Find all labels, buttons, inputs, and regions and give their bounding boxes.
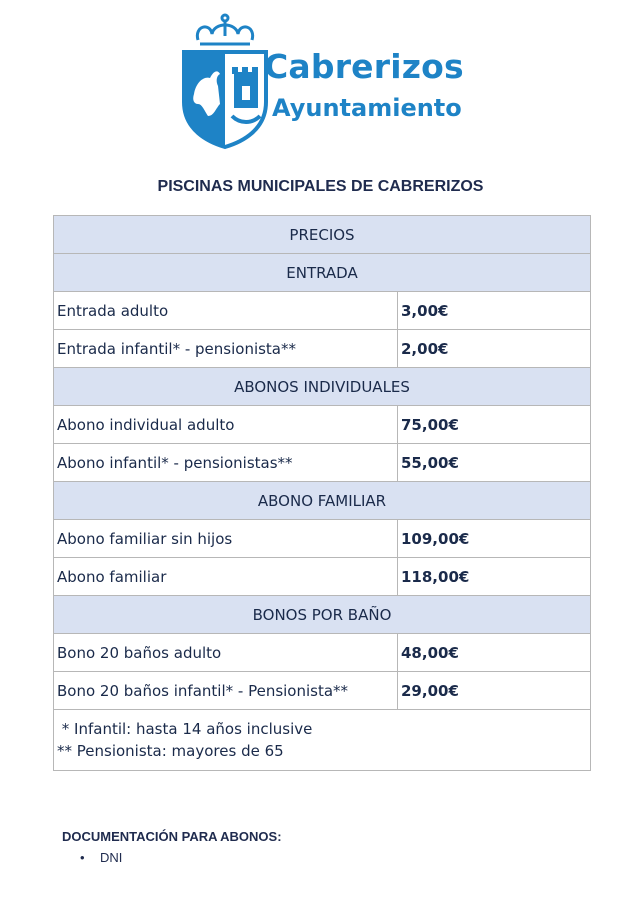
row-label: Abono familiar (54, 558, 398, 596)
section-heading-row (54, 482, 591, 520)
section-heading: BONOS POR BAÑO (54, 596, 591, 634)
row-price: 3,00€ (398, 292, 591, 330)
table-row (54, 520, 591, 558)
section-heading: ENTRADA (54, 254, 591, 292)
table-row (54, 444, 591, 482)
section-heading: ABONO FAMILIAR (54, 482, 591, 520)
table-row (54, 672, 591, 710)
table-row (54, 292, 591, 330)
note-pensionista: ** Pensionista: mayores de 65 (57, 742, 284, 760)
notes-cell (54, 710, 591, 771)
coat-of-arms-icon (180, 12, 270, 152)
row-price: 48,00€ (398, 634, 591, 672)
bullet-icon: • (80, 850, 85, 865)
row-label: Bono 20 baños infantil* - Pensionista** (54, 672, 398, 710)
row-label: Abono individual adulto (54, 406, 398, 444)
price-table (53, 215, 591, 771)
table-row (54, 406, 591, 444)
section-heading: ABONOS INDIVIDUALES (54, 368, 591, 406)
row-label: Abono familiar sin hijos (54, 520, 398, 558)
row-price: 118,00€ (398, 558, 591, 596)
documentation-list (80, 850, 122, 865)
list-item-text: DNI (100, 850, 123, 865)
row-price: 2,00€ (398, 330, 591, 368)
table-header: PRECIOS (54, 216, 591, 254)
logo-subtitle: Ayuntamiento (272, 94, 462, 122)
notes-row (54, 710, 591, 771)
row-price: 55,00€ (398, 444, 591, 482)
list-item (80, 850, 122, 865)
table-row (54, 558, 591, 596)
documentation-heading: DOCUMENTACIÓN PARA ABONOS: (62, 829, 282, 844)
section-heading-row (54, 596, 591, 634)
page-title: PISCINAS MUNICIPALES DE CABRERIZOS (157, 178, 484, 195)
row-label: Entrada adulto (54, 292, 398, 330)
section-heading-row (54, 368, 591, 406)
row-price: 75,00€ (398, 406, 591, 444)
section-heading-row (54, 254, 591, 292)
row-label: Bono 20 baños adulto (54, 634, 398, 672)
row-price: 29,00€ (398, 672, 591, 710)
logo-title: Cabrerizos (264, 47, 464, 86)
table-header-row (54, 216, 591, 254)
row-label: Entrada infantil* - pensionista** (54, 330, 398, 368)
table-row (54, 330, 591, 368)
row-price: 109,00€ (398, 520, 591, 558)
municipal-logo (180, 12, 470, 152)
row-label: Abono infantil* - pensionistas** (54, 444, 398, 482)
table-row (54, 634, 591, 672)
note-infantil: * Infantil: hasta 14 años inclusive (57, 720, 313, 738)
